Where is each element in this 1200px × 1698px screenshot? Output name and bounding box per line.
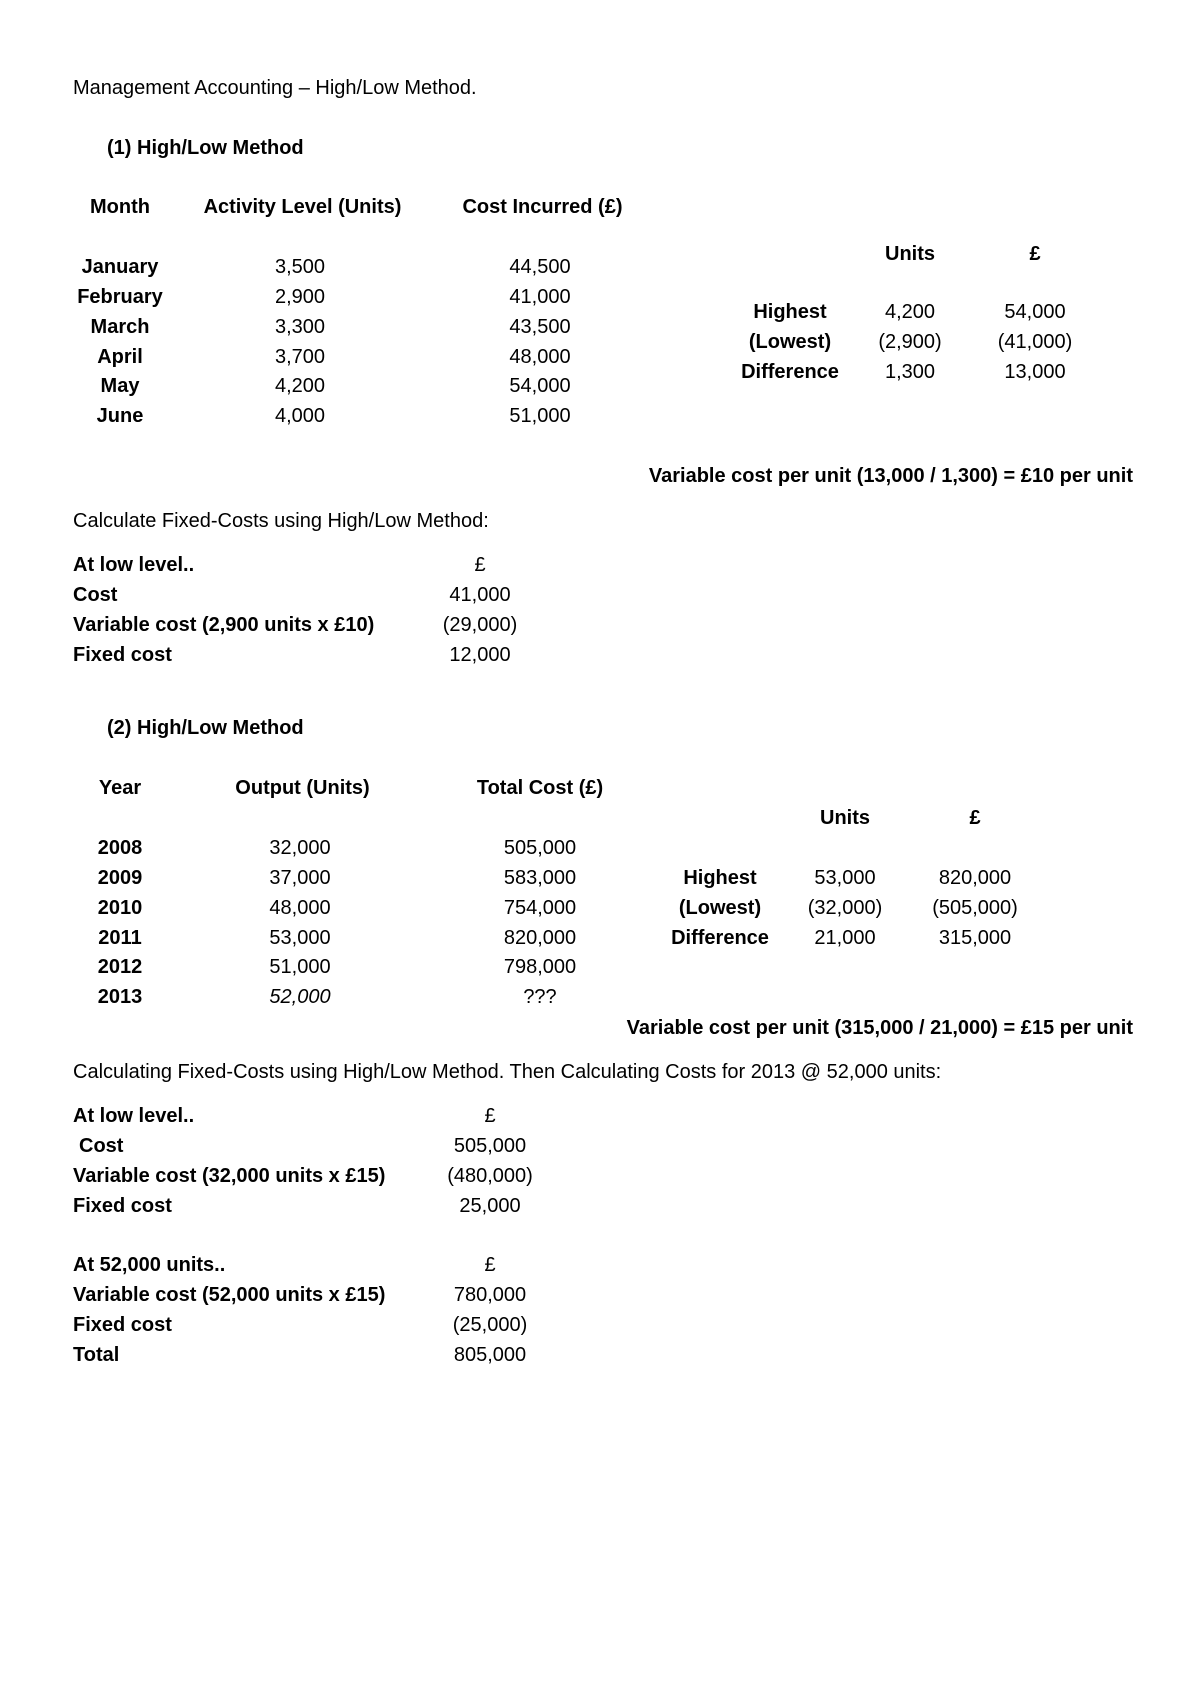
s1-variable-cost-line: Variable cost per unit (13,000 / 1,300) = £10 per unit: [648, 465, 1133, 487]
calc-value: £: [484, 1254, 496, 1276]
s2-header-output: Output (Units): [235, 777, 370, 799]
s1-cost: 41,000: [509, 286, 571, 308]
s2-summary-units: 53,000: [814, 867, 876, 889]
s2-activity: 32,000: [269, 837, 331, 859]
s1-summary-cost: 54,000: [1004, 301, 1066, 323]
calc-label: Fixed cost: [73, 1195, 172, 1217]
s2-summary-cost: (505,000): [932, 897, 1018, 919]
s1-summary-units: 4,200: [884, 301, 936, 323]
calc-value: (29,000): [442, 614, 518, 636]
s1-header-month: Month: [90, 196, 150, 218]
s1-activity: 3,500: [274, 256, 326, 278]
s2-period: 2010: [97, 897, 143, 919]
s2-summary-units: 21,000: [814, 927, 876, 949]
s2-header-cost: Total Cost (£): [476, 777, 604, 799]
calc-label: Total: [73, 1344, 120, 1366]
s1-period: February: [77, 286, 163, 308]
s2-period: 2008: [97, 837, 143, 859]
calc-label: At 52,000 units..: [73, 1254, 226, 1276]
s1-summary-label: (Lowest): [748, 331, 832, 353]
s2-summary-label: Difference: [671, 927, 769, 949]
calc-label: Variable cost (2,900 units x £10): [73, 614, 375, 636]
calc-value: 25,000: [459, 1195, 521, 1217]
s2-cost: 583,000: [503, 867, 577, 889]
s1-cost: 54,000: [509, 375, 571, 397]
s1-cost: 44,500: [509, 256, 571, 278]
calc-value: (480,000): [447, 1165, 533, 1187]
calc-label: Variable cost (52,000 units x £15): [73, 1284, 386, 1306]
s1-calc-heading: Calculate Fixed-Costs using High/Low Method:: [73, 510, 489, 532]
s2-cost: ???: [523, 986, 557, 1008]
calc-label: At low level..: [73, 554, 195, 576]
s1-summary-label: Highest: [753, 301, 827, 323]
calc-value: 780,000: [453, 1284, 527, 1306]
s1-period: June: [96, 405, 144, 427]
s2-period: 2013: [97, 986, 143, 1008]
s1-summary-cost: 13,000: [1004, 361, 1066, 383]
s2-period: 2009: [97, 867, 143, 889]
s2-summary-cost-header: £: [969, 807, 981, 829]
s1-cost: 51,000: [509, 405, 571, 427]
s2-variable-cost-line: Variable cost per unit (315,000 / 21,000) = £15 per unit: [626, 1017, 1133, 1039]
calc-value: 505,000: [453, 1135, 527, 1157]
s1-header-cost: Cost Incurred (£): [462, 196, 623, 218]
s1-activity: 3,300: [274, 316, 326, 338]
s2-summary-cost: 820,000: [938, 867, 1012, 889]
s2-cost: 798,000: [503, 956, 577, 978]
s2-summary-label: Highest: [683, 867, 757, 889]
calc-label: Variable cost (32,000 units x £15): [73, 1165, 386, 1187]
s2-calc-heading: Calculating Fixed-Costs using High/Low Method. Then Calculating Costs for 2013 @ 52,000 units:: [73, 1061, 942, 1083]
s2-summary-cost: 315,000: [938, 927, 1012, 949]
s1-activity: 4,000: [274, 405, 326, 427]
s2-activity: 52,000: [269, 986, 331, 1008]
s2-activity: 37,000: [269, 867, 331, 889]
s1-cost: 48,000: [509, 346, 571, 368]
s2-cost: 505,000: [503, 837, 577, 859]
calc-label: Cost: [73, 584, 118, 606]
calc-label: Fixed cost: [73, 1314, 172, 1336]
calc-value: (25,000): [452, 1314, 528, 1336]
s1-summary-units-header: Units: [885, 243, 935, 265]
s2-cost: 754,000: [503, 897, 577, 919]
s1-period: April: [97, 346, 143, 368]
s1-summary-cost: (41,000): [997, 331, 1073, 353]
s2-activity: 48,000: [269, 897, 331, 919]
s1-header-activity: Activity Level (Units): [203, 196, 402, 218]
calc-value: 41,000: [449, 584, 511, 606]
calc-label: Cost: [79, 1135, 124, 1157]
section1-heading: (1) High/Low Method: [107, 137, 304, 159]
s2-activity: 51,000: [269, 956, 331, 978]
s2-period: 2011: [98, 927, 142, 949]
calc-value: 12,000: [449, 644, 511, 666]
s2-cost: 820,000: [503, 927, 577, 949]
s2-summary-units-header: Units: [820, 807, 870, 829]
s1-activity: 3,700: [274, 346, 326, 368]
s1-activity: 2,900: [274, 286, 326, 308]
s1-period: May: [100, 375, 140, 397]
s2-summary-units: (32,000): [807, 897, 883, 919]
section2-heading: (2) High/Low Method: [107, 717, 304, 739]
calc-value: £: [474, 554, 486, 576]
s1-period: March: [90, 316, 150, 338]
s1-summary-units: 1,300: [884, 361, 936, 383]
s2-activity: 53,000: [269, 927, 331, 949]
s2-summary-label: (Lowest): [678, 897, 762, 919]
calc-label: At low level..: [73, 1105, 195, 1127]
page-title: Management Accounting – High/Low Method.: [73, 77, 477, 99]
s1-summary-cost-header: £: [1029, 243, 1041, 265]
calc-value: £: [484, 1105, 496, 1127]
s1-period: January: [81, 256, 159, 278]
s1-activity: 4,200: [274, 375, 326, 397]
s1-summary-units: (2,900): [878, 331, 942, 353]
s1-summary-label: Difference: [741, 361, 839, 383]
s1-cost: 43,500: [509, 316, 571, 338]
calc-value: 805,000: [453, 1344, 527, 1366]
s2-period: 2012: [97, 956, 143, 978]
s2-header-year: Year: [98, 777, 142, 799]
calc-label: Fixed cost: [73, 644, 172, 666]
